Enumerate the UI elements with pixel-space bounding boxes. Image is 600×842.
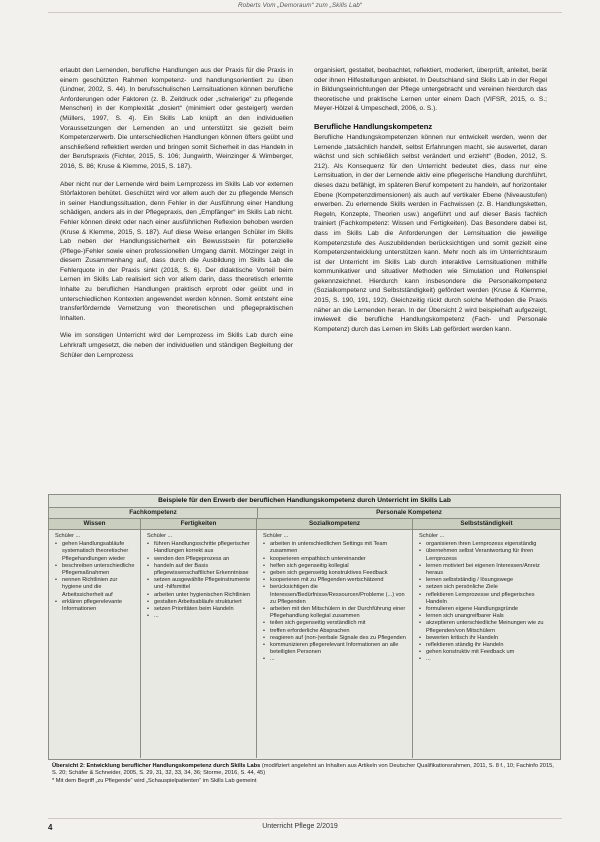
list-item: • arbeiten unter hygienischen Richtlinien	[147, 592, 252, 599]
bullet-list	[55, 541, 136, 613]
cell-fertigkeiten	[141, 530, 257, 758]
section-heading: Berufliche Handlungskompetenz	[314, 121, 433, 131]
list-item: • ...	[147, 613, 252, 620]
running-head: Roberts Vom „Demoraum“ zum „Skills Lab“	[237, 2, 363, 9]
list-item: • kommunizieren pflegerelevant Informationen an alle beteiligten Personen	[263, 642, 408, 656]
body-paragraph: erlaubt den Lernenden, berufliche Handlungen aus der Praxis für die Praxis in einem geschützten Rahmen kompetenz- und handlungsorientiert zu üben (Lindner, 2002, S. 44). In berufsschulischen Lernsituationen können berufliche Anforderungen oder Faktoren (z. B. Zeitdruck oder „schwierige“ zu pflegende Menschen) in der Komplexität „dosiert“ (minimiert oder gesteigert) werden (Müllers, 1997, S. 4). Ein Skills Lab knüpft an den individuellen Voraussetzungen der Lernenden an und unterstützt sie gezielt beim Kompetenzerwerb. Die unterschiedlichen Handlungen können öfters geübt und anschließend reflektiert werden und bringen somit Sicherheit in das Handeln in der Berufspraxis (Fichter, 2015, S. 106; Jungwirth, Weinzinger & Wimberger, 2016, S. 86; Kruse & Klemme, 2015, S. 187).	[60, 67, 293, 170]
body-paragraph: Aber nicht nur der Lernende wird beim Lernprozess im Skills Lab vor externen Störfaktoren behütet. Geschützt wird vor allem auch der zu pflegende Mensch in seiner Handlungssituation, denn Fehler in der Ausführung einer Handlung schädigen, anders als in der Pflegepraxis, den „Empfänger“ im Skills Lab nicht. Fehler können direkt oder nach einer ausführlichen Reflexion behoben werden (Kruse & Klemme, 2015, S. 187). Auf diese Weise erlangen Schüler im Skills Lab neben der Handlungssicherheit ein Bewusstsein für potenzielle (Pflege-)Fehler sowie einen professionellen Umgang damit. Mötzinger zeigt in diesem Zusammenhang auf, dass durch die Ausbildung im Skills Lab die Fehlerquote in der Praxis sinkt (2018, S. 6). Der didaktische Vorteil beim Lernen im Skills Lab realisiert sich vor allem darin, dass theoretisch erlernte Inhalte zu beruflichen Handlungen praktisch erprobt oder geübt und in unterschiedlichen Kontexten angewendet werden können. Somit entsteht eine transferfördernde Vernetzung von theoretischen und pflegepraktischen Inhalten.	[60, 180, 293, 322]
list-item: • treffen erforderliche Absprachen	[263, 628, 408, 635]
caption-note: * Mit dem Begriff „zu Pflegende“ wird „Schauspielpatienten“ im Skills Lab gemeint	[52, 777, 257, 784]
left-column	[60, 66, 293, 368]
list-item: • kooperieren empathisch untereinander	[263, 556, 408, 563]
cell-wissen	[49, 530, 141, 758]
list-item: • setzen ausgewählte Pflegeinstrumente und -hilfsmittel	[147, 577, 252, 591]
list-item: • organisieren ihren Lernprozess eigenständig	[419, 541, 556, 548]
list-item: • reagieren auf (non-)verbale Signale des zu Pflegenden	[263, 635, 408, 642]
bullet-list	[147, 541, 252, 620]
cell-intro: Schüler ...	[419, 533, 445, 539]
page-number: 4	[48, 823, 53, 832]
list-item: • übernehmen selbst Verantwortung für ihren Lernprozess	[419, 548, 556, 562]
list-item: • arbeiten in unterschiedlichen Settings mit Team zusammen	[263, 541, 408, 555]
list-item: • helfen sich gegenseitig kollegial	[263, 563, 408, 570]
list-item: • nennen Richtlinien zur hygiene und die Arbeitssicherheit auf	[55, 577, 136, 599]
list-item: • setzen Prioritäten beim Handeln	[147, 606, 252, 613]
bullet-list	[263, 541, 408, 663]
group-fachkompetenz: Fachkompetenz	[49, 508, 258, 518]
list-item: • reflektieren Lernprozesse und pflegerisches Handeln	[419, 592, 556, 606]
list-item: • kooperieren mit zu Pflegenden wertschätzend	[263, 577, 408, 584]
list-item: • wenden den Pflegeprozess an	[147, 556, 252, 563]
right-column	[314, 66, 547, 342]
caption-title: Übersicht 2: Entwicklung beruflicher Handlungskompetenz durch Skills Labs	[52, 763, 261, 769]
body-paragraph: organisiert, gestaltet, beobachtet, reflektiert, moderiert, überprüft, anleitet, berät oder ihnen Hilfestellungen anbietet. In Deutschland sind Skills Lab in der Regel in Bildungseinrichtungen der Pflege untergebracht und vereinen hierdurch das theoretische und praktische Lernen unter einem Dach (VIFSR, 2015, o. S.; Meyer-Hölzel & Umpeschedl, 2006, o. S.).	[314, 67, 547, 113]
list-item: • setzen sich persönliche Ziele	[419, 584, 556, 591]
col-header-fertigkeiten: Fertigkeiten	[141, 519, 257, 529]
journal-footer: Unterricht Pflege 2/2019	[262, 823, 338, 830]
caption-source: (modifiziert angelehnt an Inhalten aus Artikeln von Deutscher Qualifikationsrahmen, 2011, S. 8 f., 10; Fachinfo 2015, S. 20; Schäfer & Schneider, 2005, S. 29, 31, 32, 33, 34, 36; Storme, 2016, S. 44, 45)	[52, 763, 554, 777]
list-item: • lernen sich unangreifbarer Hals	[419, 613, 556, 620]
table-group-header	[49, 508, 560, 519]
col-header-sozialkompetenz: Sozialkompetenz	[257, 519, 413, 529]
list-item: • bewerten kritisch ihr Handeln	[419, 635, 556, 642]
list-item: • formulieren eigene Handlungsgründe	[419, 606, 556, 613]
col-header-selbststaendigkeit: Selbstständigkeit	[460, 520, 513, 527]
list-item: • lernen selbstständig / lösungswege	[419, 577, 556, 584]
list-item: • handeln auf der Basis pflegewissenschaftlicher Erkenntnisse	[147, 563, 252, 577]
table-title: Beispiele für den Erwerb der beruflichen Handlungskompetenz durch Unterricht im Skills Lab	[49, 495, 560, 508]
competence-table	[48, 494, 561, 760]
bullet-list	[419, 541, 556, 663]
body-paragraph: Berufliche Handlungskompetenzen können nur entwickelt werden, wenn der Lernende „tatsächlich handelt, selbst Erfahrungen macht, sie auswertet, daran wächst und sich schließlich selbst verändert und erzieht“ (Boden, 2012, S. 212). Als Konsequenz für den Unterricht bedeutet dies, dass nur eine Lernsituation, in der der Lernende aktiv eine pflegerische Handlung durchführt, dieses dazu befähigt, im späteren Beruf kompetent zu handeln, auf horizontaler Ebene (Kompetenzdimensionen) als auch auf vertikaler Ebene (Niveaustufen) erwerben. Zu erlernende Skills werden in Fachwissen (z. B. Handlungsketten, Regeln, Konzepte, Theorien usw.) angeführt und auf dieser Basis fachlich trainiert (Fachkompetenz: Wissen und Fertigkeiten). Das Besondere dabei ist, dass im Skills Lab die Anforderungen der Lernsituation die jeweilige Kompetenzstufe des Auszubildenden berücksichtigen und somit gezielt eine Kompetenzentwicklung unterstützen kann. Mehr noch als im Unterrichtsraum ist der Unterricht im Skills Lab durch interaktive Lernsituationen mithilfe kommunikativer und situativer Methoden wie Simulation und Rollenspiel gekennzeichnet. Hierdurch kann insbesondere die Personalkompetenz (Sozialkompetenz und Selbstständigkeit) gefördert werden (Kruse & Klemme, 2015, S. 190, 191, 192). Gleichzeitig rückt durch solche Methoden die Praxis näher an die Lernenden heran. In der Übersicht 2 wird beispielhaft aufgezeigt, inwieweit die berufliche Handlungskompetenz (Fach- und Personale Kompetenz) durch das Lernen im Skills Lab gefördert werden kann.	[314, 133, 547, 333]
list-item: • beschreiben unterschiedliche Pflegemaßnahmen	[55, 563, 136, 577]
list-item: • akzeptieren unterschiedliche Meinungen wie zu Pflegenden/von Mitschülern	[419, 620, 556, 634]
header-rule	[48, 12, 562, 13]
list-item: • geben sich gegenseitig konstruktives Feedback	[263, 570, 408, 577]
body-paragraph: Wie im sonstigen Unterricht wird der Lernprozess im Skills Lab durch eine Lehrkraft umgesetzt, die neben der individuellen und ständigen Begleitung der Schüler den Lernprozess	[60, 332, 293, 359]
cell-intro: Schüler ...	[147, 533, 173, 539]
cell-intro: Schüler ...	[55, 533, 81, 539]
list-item: • erklären pflegerelevante Informationen	[55, 599, 136, 613]
cell-intro: Schüler ...	[263, 533, 289, 539]
list-item: • lernen motiviert bei eigenen Interessen/Anreiz heraus	[419, 563, 556, 577]
list-item: • reflektieren ständig ihr Handeln	[419, 642, 556, 649]
list-item: • führen Handlungsschritte pflegerischer Handlungen korrekt aus	[147, 541, 252, 555]
list-item: • ...	[419, 656, 556, 663]
list-item: • ...	[263, 656, 408, 663]
col-header-wissen: Wissen	[49, 519, 141, 529]
list-item: • berücksichtigen die Interessen/Bedürfnisse/Ressourcen/Probleme (...) von zu Pflegenden	[263, 584, 408, 606]
table-column-headers	[49, 519, 560, 530]
group-personale-kompetenz: Personale Kompetenz	[376, 509, 442, 516]
footer-rule	[48, 818, 562, 819]
list-item: • gehen konstruktiv mit Feedback um	[419, 649, 556, 656]
table-caption	[52, 763, 559, 785]
cell-sozialkompetenz	[257, 530, 413, 758]
cell-selbststaendigkeit	[413, 530, 560, 758]
table-body	[49, 530, 560, 758]
list-item: • gestalten Arbeitsabläufe strukturiert	[147, 599, 252, 606]
list-item: • arbeiten mit den Mitschülern in der Durchführung einer Pflegehandlung kollegial zusammen	[263, 606, 408, 620]
list-item: • gehen Handlungsabläufe systematisch theoretischer Pflegehandlungen wieder	[55, 541, 136, 563]
list-item: • teilen sich gegenseitig verständlich mit	[263, 620, 408, 627]
